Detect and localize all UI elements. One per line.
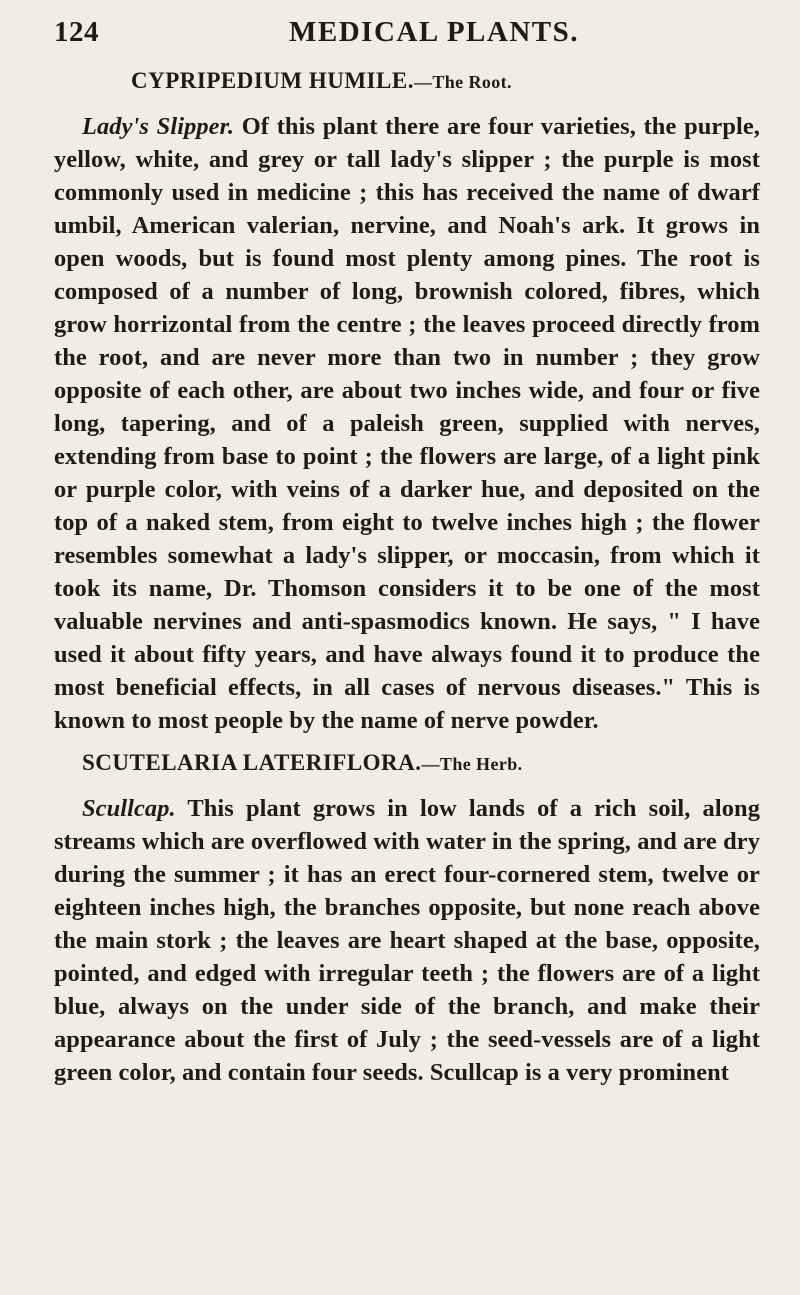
page-number: 124	[54, 16, 99, 48]
section-cypripedium	[54, 65, 760, 737]
plant-part: —The Root.	[413, 72, 512, 92]
section-paragraph	[54, 792, 760, 1089]
section-scutelaria	[54, 747, 760, 1089]
paragraph-text: This plant grows in low lands of a rich soil, along streams which are overflowed with water in the spring, and are dry during the summer ; it has an erect four-cornered stem, twelve or eighteen inches high, the branches opposite, but none reach above the main stork ; the leaves are heart shaped at the base, opposite, pointed, and edged with irregular teeth ; the flowers are of a light blue, always on the under side of the branch, and make their appearance about the first of July ; the seed-vessels are of a light green color, and contain four seeds. Scullcap is a very prominent	[54, 795, 760, 1086]
running-title: MEDICAL PLANTS.	[289, 16, 579, 48]
common-name: Lady's Slipper.	[82, 113, 235, 140]
running-head	[54, 14, 760, 54]
plant-name: SCUTELARIA LATERIFLORA.	[82, 750, 422, 775]
section-heading	[131, 65, 760, 98]
plant-name: CYPRIPEDIUM HUMILE.	[131, 68, 414, 93]
plant-part: —The Herb.	[421, 754, 523, 774]
paragraph-text: Of this plant there are four varieties, the purple, yellow, white, and grey or tall lady's slipper ; the purple is most commonly used in medicine ; this has received the name of dwarf umbil, American valerian, nervine, and Noah's ark. It grows in open woods, but is found most plenty among pines. The root is composed of a number of long, brownish colored, fibres, which grow horrizontal from the centre ; the leaves proceed directly from the root, and are never more than two in number ; they grow opposite of each other, are about two inches wide, and four or five long, tapering, and of a paleish green, supplied with nerves, extending from base to point ; the flowers are large, of a light pink or purple color, with veins of a darker hue, and deposited on the top of a naked stem, from eight to twelve inches high ; the flower resembles somewhat a lady's slipper, or moccasin, from which it took its name, Dr. Thomson considers it to be one of the most valuable nervines and anti-spasmodics known. He says, " I have used it about fifty years, and have always found it to produce the most beneficial effects, in all cases of nervous diseases." This is known to most people by the name of nerve powder.	[54, 113, 760, 734]
common-name: Scullcap.	[82, 795, 176, 822]
section-paragraph	[54, 110, 760, 737]
section-heading	[82, 747, 760, 780]
